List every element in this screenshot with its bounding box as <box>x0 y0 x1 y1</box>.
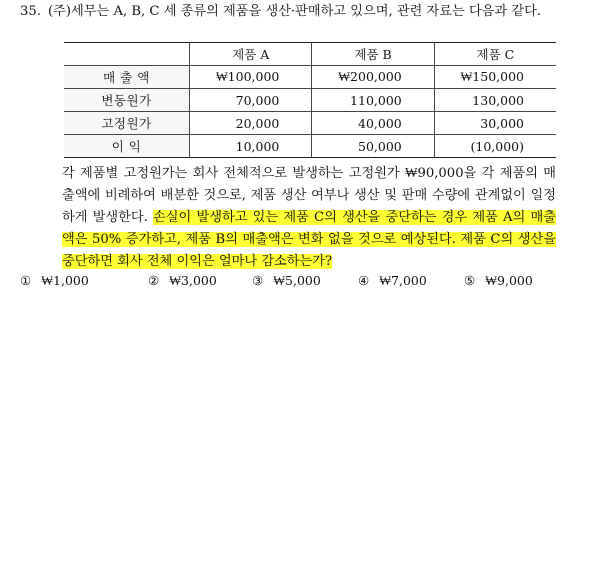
data-table <box>64 42 556 158</box>
choice-marker: ② <box>148 273 160 288</box>
choice-marker: ⑤ <box>464 273 476 288</box>
cell-value: 20,000 <box>190 112 312 135</box>
table-header-row <box>64 43 556 66</box>
paragraph-plain-text: 각 제품별 고정원가는 회사 전체적으로 발생하는 고정원가 ₩90,000을 각 제품의 매출액에 비례하여 배분한 것으로, 제품 생산 여부나 생산 및 판매 수량에 관계없이 일정하게 발생한다. <box>62 166 556 225</box>
row-label-sales: 매 출 액 <box>64 66 190 89</box>
cell-value: 30,000 <box>434 112 556 135</box>
cell-value: 40,000 <box>312 112 434 135</box>
choice-text: ₩5,000 <box>273 273 321 288</box>
table-row <box>64 89 556 112</box>
cell-value: ₩200,000 <box>312 66 434 89</box>
table-row <box>64 135 556 158</box>
table-row <box>64 112 556 135</box>
cell-value: (10,000) <box>434 135 556 158</box>
cell-value: ₩150,000 <box>434 66 556 89</box>
question-stem: (주)세무는 A, B, C 세 종류의 제품을 생산·판매하고 있으며, 관련 자료는 다음과 같다. <box>48 4 542 19</box>
question-number: 35. <box>20 4 41 19</box>
choice-text: ₩9,000 <box>485 273 533 288</box>
choice-marker: ④ <box>358 273 370 288</box>
question-header <box>20 3 592 21</box>
choice-marker: ① <box>20 273 32 288</box>
paragraph-highlighted-text: 손실이 발생하고 있는 제품 C의 생산을 중단하는 경우 제품 A의 매출액은 50% 증가하고, 제품 B의 매출액은 변화 없을 것으로 예상된다. 제품 C의 생산을 중단하면 회사 전체 이익은 얼마나 감소하는가? <box>62 210 557 269</box>
cell-value: 110,000 <box>312 89 434 112</box>
choice-3[interactable] <box>252 273 321 289</box>
cell-value: 70,000 <box>190 89 312 112</box>
cell-value: 10,000 <box>190 135 312 158</box>
row-label-profit: 이 익 <box>64 135 190 158</box>
cell-value: 50,000 <box>312 135 434 158</box>
table-header-product-a: 제품 A <box>190 43 312 66</box>
choice-marker: ③ <box>252 273 264 288</box>
table-header-product-b: 제품 B <box>312 43 434 66</box>
cell-value: 130,000 <box>434 89 556 112</box>
row-label-variable-cost: 변동원가 <box>64 89 190 112</box>
choice-text: ₩3,000 <box>169 273 217 288</box>
choice-5[interactable] <box>464 273 533 289</box>
choice-text: ₩1,000 <box>41 273 89 288</box>
choice-4[interactable] <box>358 273 427 289</box>
table-header-product-c: 제품 C <box>434 43 556 66</box>
table-header-empty <box>64 43 190 66</box>
table-row <box>64 66 556 89</box>
choice-text: ₩7,000 <box>379 273 427 288</box>
cell-value: ₩100,000 <box>190 66 312 89</box>
choice-2[interactable] <box>148 273 217 289</box>
row-label-fixed-cost: 고정원가 <box>64 112 190 135</box>
problem-paragraph <box>62 163 556 273</box>
choice-1[interactable] <box>20 273 89 289</box>
